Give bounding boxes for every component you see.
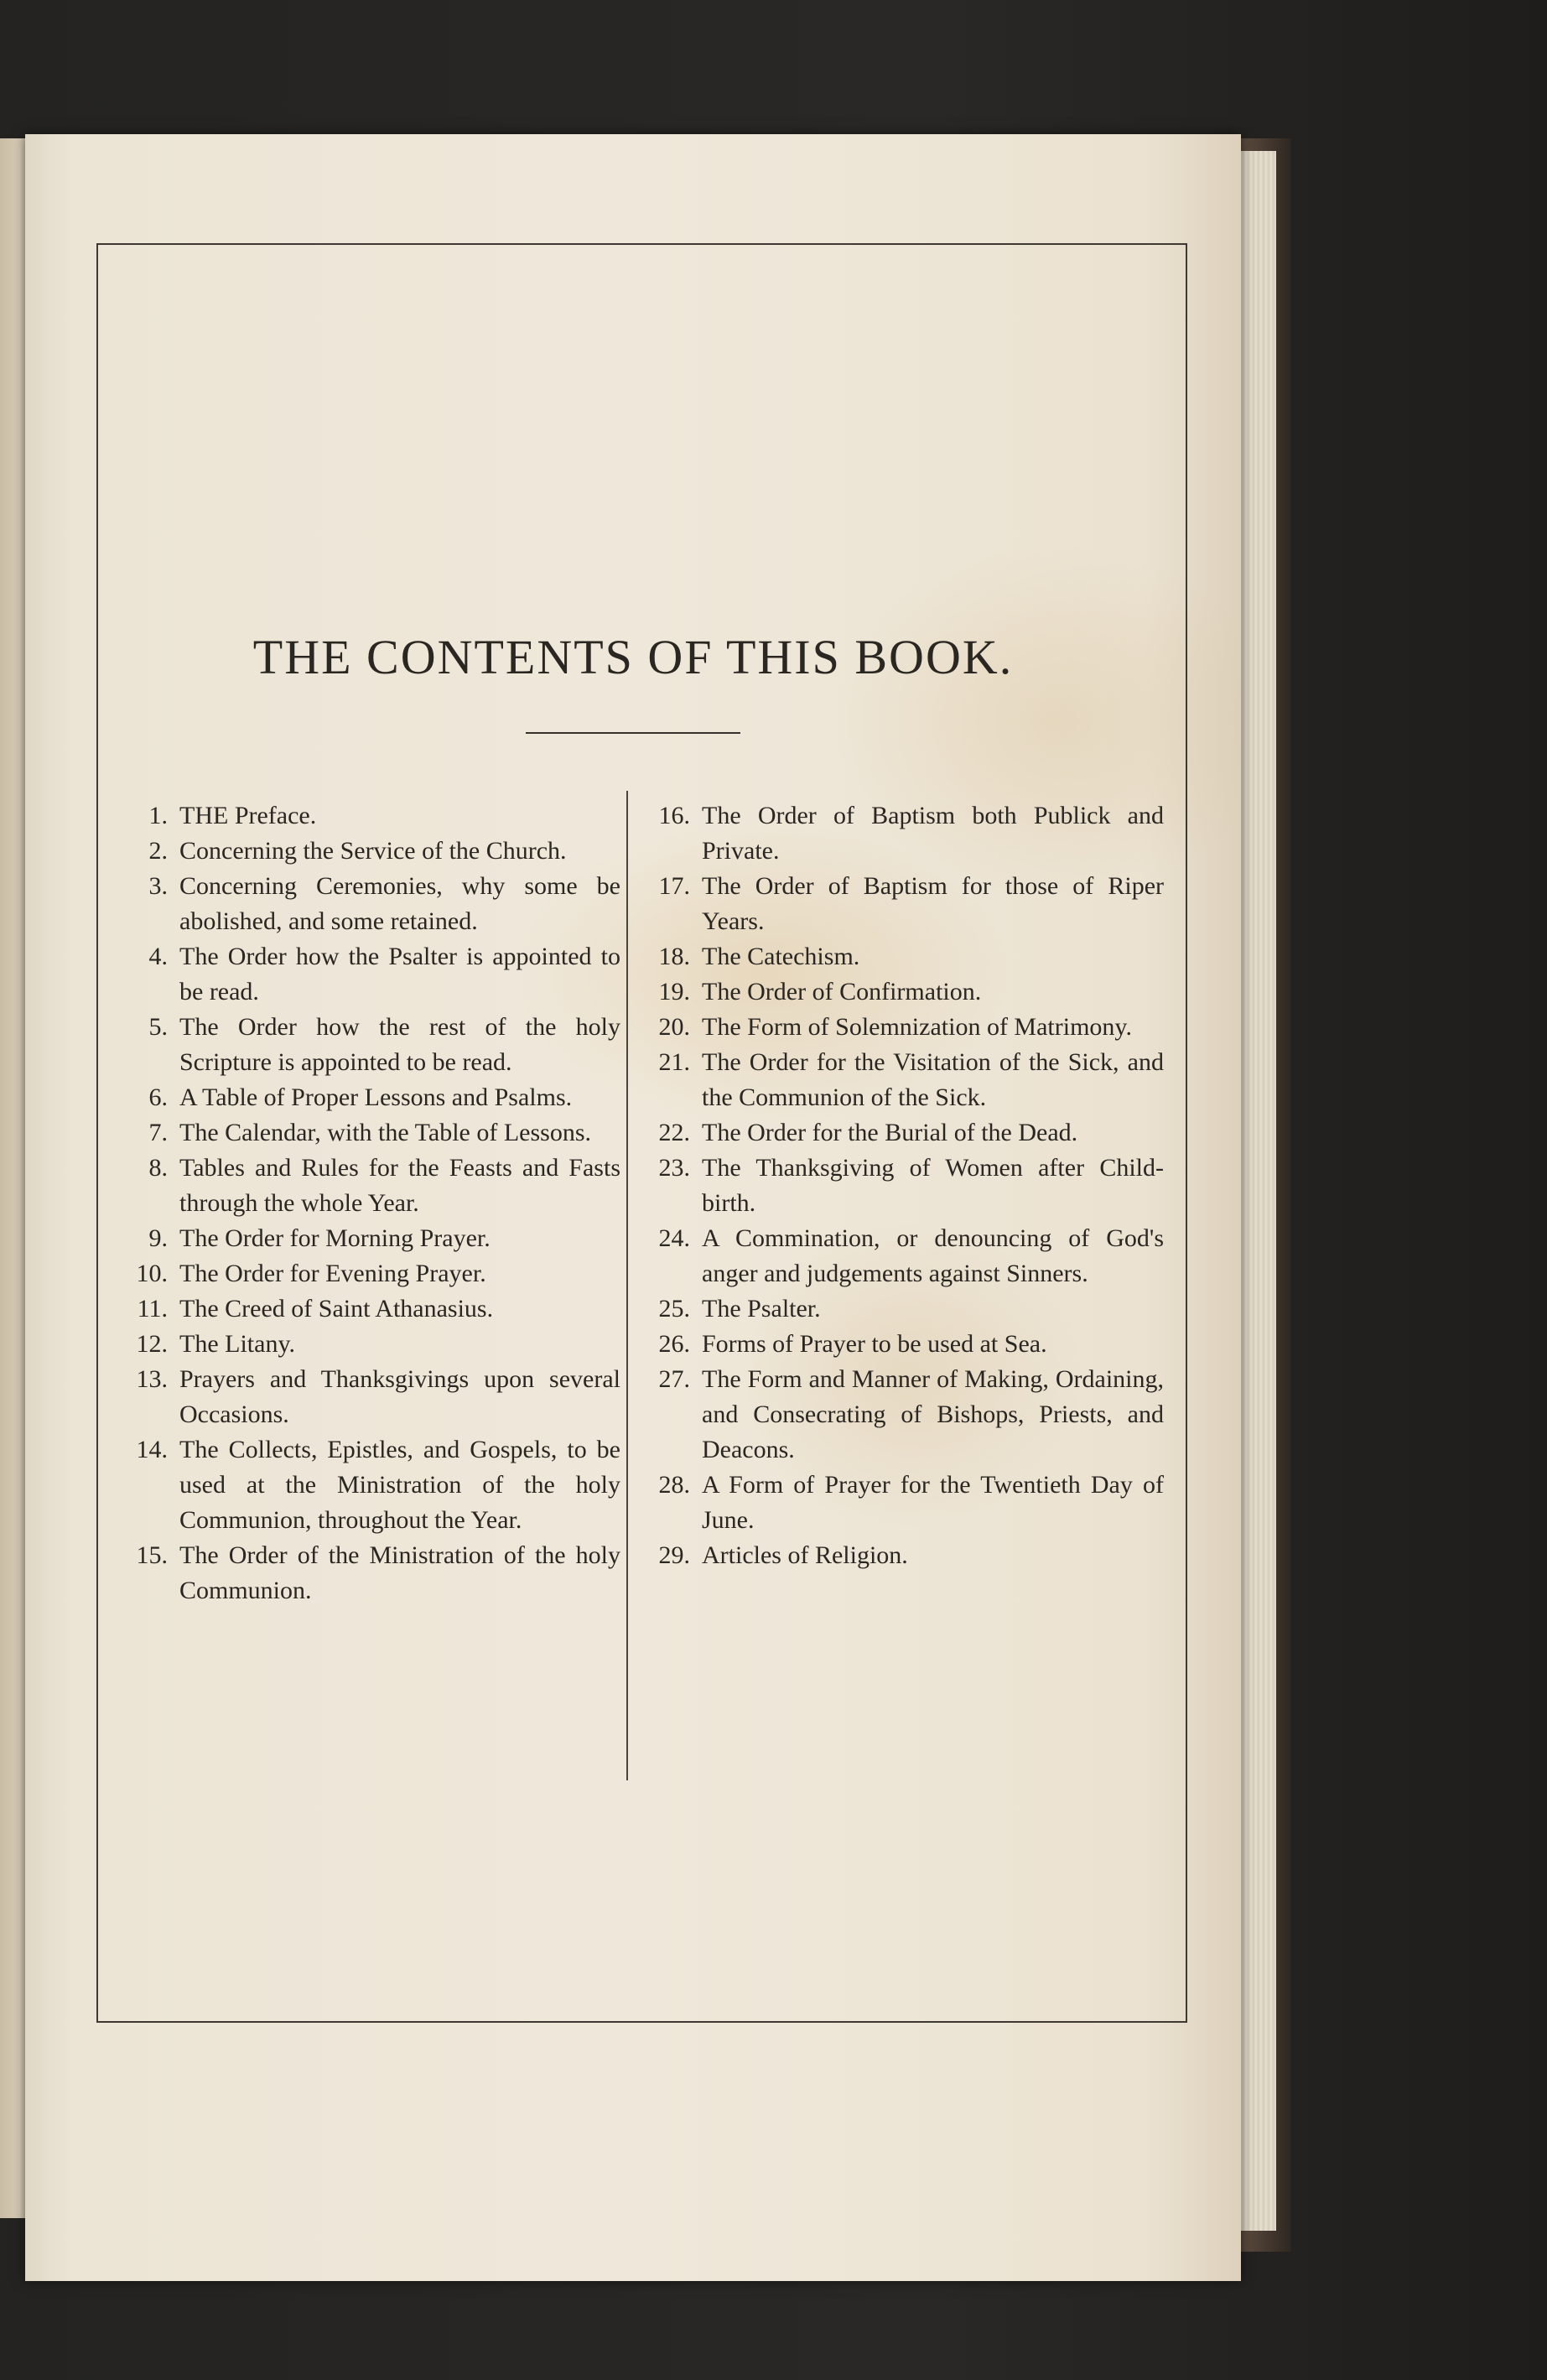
contents-entry (117, 1327, 620, 1362)
contents-column-right (640, 798, 1164, 1573)
entry-title: The Order for the Burial of the Dead. (702, 1119, 1078, 1146)
entry-number: 9. (148, 1224, 168, 1252)
entry-title: The Order for Evening Prayer. (179, 1260, 486, 1287)
contents-entry (640, 1468, 1164, 1538)
entry-number: 6. (148, 1083, 168, 1111)
contents-entry (117, 834, 620, 869)
contents-entry (640, 1151, 1164, 1221)
entry-number: 1. (148, 802, 168, 829)
contents-entry (117, 1256, 620, 1291)
contents-entry (117, 1362, 620, 1432)
entry-number: 7. (148, 1119, 168, 1146)
contents-entry (640, 798, 1164, 869)
entry-number: 12. (136, 1330, 168, 1358)
entry-number: 19. (658, 978, 690, 1006)
entry-title: A Table of Proper Lessons and Psalms. (179, 1083, 573, 1111)
entry-number: 4. (148, 943, 168, 970)
entry-number: 28. (658, 1471, 690, 1499)
entry-number: 18. (658, 943, 690, 970)
entry-title: The Litany. (179, 1330, 296, 1358)
entry-title: The Order how the Psalter is appointed to be read. (179, 943, 620, 1006)
contents-entry (640, 974, 1164, 1010)
book-page (25, 134, 1241, 2281)
contents-entry (117, 869, 620, 939)
contents-entry (640, 1362, 1164, 1468)
contents-entry (117, 1291, 620, 1327)
contents-entry (117, 798, 620, 834)
entry-title: The Form and Manner of Making, Ordaining, and Consecrating of Bishops, Priests, and Deacons. (702, 1365, 1164, 1463)
entry-title: THE Preface. (179, 802, 317, 829)
entry-number: 17. (658, 872, 690, 900)
contents-entry (117, 1221, 620, 1256)
entry-number: 16. (658, 802, 690, 829)
contents-entry (640, 1045, 1164, 1115)
entry-title: The Calendar, with the Table of Lessons. (179, 1119, 592, 1146)
entry-title: Concerning Ceremonies, why some be abolished, and some retained. (179, 872, 620, 935)
entry-number: 20. (658, 1013, 690, 1041)
entry-number: 29. (658, 1541, 690, 1569)
entry-number: 10. (136, 1260, 168, 1287)
contents-column-left (117, 798, 620, 1608)
entry-title: The Form of Solemnization of Matrimony. (702, 1013, 1132, 1041)
entry-number: 27. (658, 1365, 690, 1393)
entry-number: 13. (136, 1365, 168, 1393)
contents-entry (640, 1327, 1164, 1362)
entry-number: 2. (148, 837, 168, 865)
entry-number: 3. (148, 872, 168, 900)
entry-number: 15. (136, 1541, 168, 1569)
entry-title: Articles of Religion. (702, 1541, 908, 1569)
entry-title: The Creed of Saint Athanasius. (179, 1295, 494, 1323)
entry-title: The Order for the Visitation of the Sick, and the Communion of the Sick. (702, 1048, 1164, 1111)
entry-title: A Form of Prayer for the Twentieth Day of June. (702, 1471, 1164, 1534)
entry-title: The Order how the rest of the holy Scripture is appointed to be read. (179, 1013, 620, 1076)
entry-title: The Order of Baptism for those of Riper Years. (702, 872, 1164, 935)
contents-entry (640, 1221, 1164, 1291)
heading-rule (526, 732, 740, 734)
entry-number: 5. (148, 1013, 168, 1041)
entry-number: 23. (658, 1154, 690, 1182)
entry-title: The Order of Confirmation. (702, 978, 982, 1006)
entry-title: The Order for Morning Prayer. (179, 1224, 491, 1252)
entry-title: Forms of Prayer to be used at Sea. (702, 1330, 1047, 1358)
entry-number: 21. (658, 1048, 690, 1076)
entry-number: 25. (658, 1295, 690, 1323)
contents-entry (117, 1115, 620, 1151)
entry-title: Prayers and Thanksgivings upon several Occasions. (179, 1365, 620, 1428)
entry-title: Concerning the Service of the Church. (179, 837, 567, 865)
contents-entry (117, 1151, 620, 1221)
contents-entry (640, 1115, 1164, 1151)
entry-number: 8. (148, 1154, 168, 1182)
entry-title: The Thanksgiving of Women after Child-birth. (702, 1154, 1164, 1217)
contents-entry (117, 1432, 620, 1538)
contents-entry (117, 1010, 620, 1080)
entry-number: 11. (137, 1295, 168, 1323)
entry-number: 24. (658, 1224, 690, 1252)
entry-number: 14. (136, 1436, 168, 1463)
entry-title: The Psalter. (702, 1295, 821, 1323)
contents-heading: THE CONTENTS OF THIS BOOK. (252, 630, 1014, 684)
entry-title: The Order of Baptism both Publick and Private. (702, 802, 1164, 865)
entry-number: 26. (658, 1330, 690, 1358)
entry-title: The Collects, Epistles, and Gospels, to be used at the Ministration of the holy Communion, throughout the Year. (179, 1436, 620, 1534)
column-divider (626, 791, 628, 1780)
contents-entry (117, 1538, 620, 1608)
contents-entry (640, 1538, 1164, 1573)
contents-entry (640, 869, 1164, 939)
entry-title: The Catechism. (702, 943, 860, 970)
entry-number: 22. (658, 1119, 690, 1146)
contents-entry (640, 939, 1164, 974)
contents-entry (117, 939, 620, 1010)
entry-title: A Commination, or denouncing of God's anger and judgements against Sinners. (702, 1224, 1164, 1287)
entry-title: Tables and Rules for the Feasts and Fasts through the whole Year. (179, 1154, 620, 1217)
contents-entry (117, 1080, 620, 1115)
contents-entry (640, 1291, 1164, 1327)
entry-title: The Order of the Ministration of the holy Communion. (179, 1541, 620, 1604)
contents-entry (640, 1010, 1164, 1045)
